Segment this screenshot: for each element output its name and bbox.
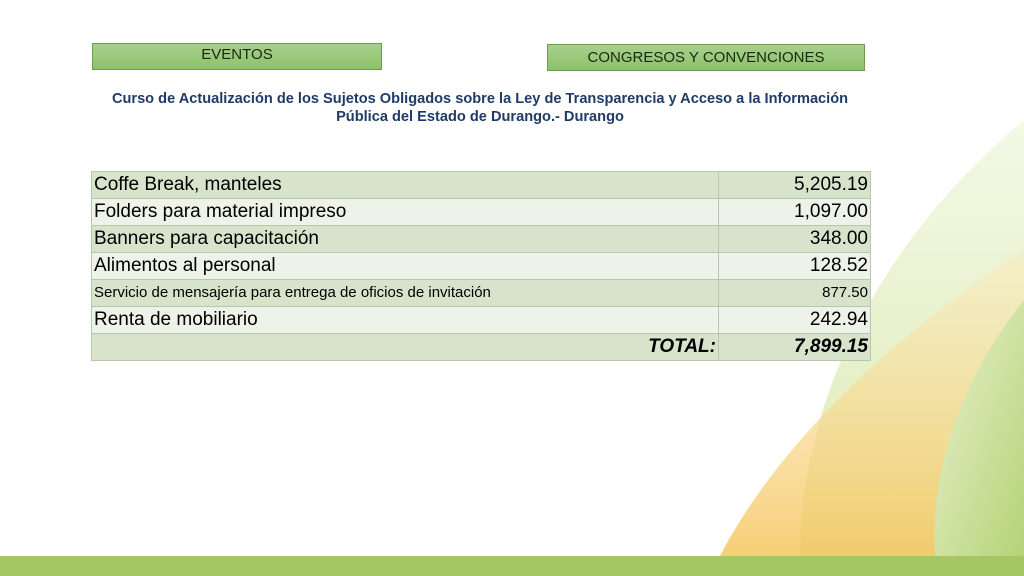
cost-table: [91, 171, 871, 361]
concept-cell: Folders para material impreso: [92, 199, 719, 226]
total-row: [92, 334, 871, 361]
table-row: [92, 253, 871, 280]
eventos-label-box: [92, 43, 382, 70]
concept-cell: Renta de mobiliario: [92, 307, 719, 334]
concept-cell: Coffe Break, manteles: [92, 172, 719, 199]
course-title-line-1: Curso de Actualización de los Sujetos Obligados sobre la Ley de Transparencia y Acceso a la Información: [111, 91, 849, 107]
table-row: [92, 280, 871, 307]
table-row: [92, 199, 871, 226]
eventos-label: EVENTOS: [201, 46, 273, 63]
congresos-label-box: [547, 44, 865, 71]
total-amount: 7,899.15: [719, 334, 871, 361]
concept-cell: Banners para capacitación: [92, 226, 719, 253]
amount-cell: 348.00: [719, 226, 871, 253]
concept-cell: Alimentos al personal: [92, 253, 719, 280]
course-title-line-2: Pública del Estado de Durango.- Durango: [336, 109, 624, 125]
concept-cell: Servicio de mensajería para entrega de oficios de invitación: [92, 280, 719, 307]
total-label: TOTAL:: [92, 334, 719, 361]
amount-cell: 877.50: [719, 280, 871, 307]
amount-cell: 1,097.00: [719, 199, 871, 226]
table-row: [92, 172, 871, 199]
amount-cell: 242.94: [719, 307, 871, 334]
table-row: [92, 307, 871, 334]
amount-cell: 5,205.19: [719, 172, 871, 199]
congresos-label: CONGRESOS Y CONVENCIONES: [587, 49, 825, 66]
amount-cell: 128.52: [719, 253, 871, 280]
table-row: [92, 226, 871, 253]
course-title: [90, 90, 870, 126]
